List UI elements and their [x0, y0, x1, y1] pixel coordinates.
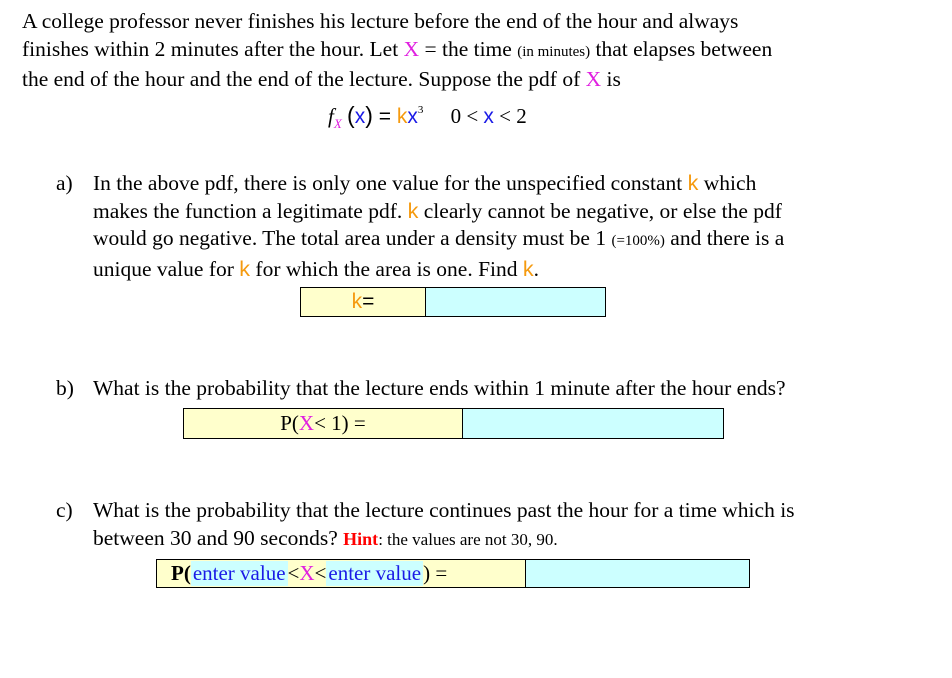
prob-text: < 1) =: [314, 411, 366, 435]
problem-intro: [22, 8, 932, 94]
hint-label: Hint: [343, 528, 379, 549]
question-text: which: [698, 171, 757, 195]
formula-exponent: 3: [417, 104, 424, 116]
part-c-line: [93, 525, 923, 554]
prob-c-answer-field[interactable]: [525, 559, 750, 588]
formula-f: f: [328, 104, 334, 128]
part-c-line: What is the probability that the lecture continues past the hour for a time which is: [93, 498, 795, 522]
k-answer-field[interactable]: [425, 287, 606, 317]
variable-x: X: [403, 36, 420, 61]
percent-note: (=100%): [611, 233, 665, 249]
question-text: clearly cannot be negative, or else the pdf: [418, 198, 782, 223]
k-label-box: [300, 287, 426, 317]
part-a-label: a): [56, 171, 73, 195]
question-text: would go negative. The total area under a density must be 1: [93, 226, 612, 250]
prob-text: P(: [171, 561, 191, 585]
part-c-label: c): [56, 498, 73, 522]
part-b-label: b): [56, 376, 74, 400]
intro-line-2: [22, 36, 932, 67]
prob-c-label-box: [156, 559, 526, 588]
question-text: makes the function a legitimate pdf.: [93, 198, 408, 223]
intro-line-3: [22, 66, 932, 94]
formula-x: x: [354, 105, 366, 128]
prob-c-answer-input[interactable]: [526, 560, 753, 589]
part-b-question: What is the probability that the lecture ends within 1 minute after the hour ends?: [93, 376, 786, 400]
variable-x: X: [585, 67, 602, 91]
units-note: (in minutes): [517, 43, 591, 60]
prob-text: ) =: [423, 561, 448, 585]
hint-text: : the values are not 30, 90.: [378, 529, 558, 549]
part-a-question: [93, 170, 923, 283]
formula-k: k: [396, 105, 408, 128]
intro-text: finishes within 2 minutes after the hour. Let: [22, 36, 404, 61]
variable-x: X: [298, 411, 315, 435]
question-text: .: [533, 256, 540, 281]
formula-paren: ): [365, 102, 373, 128]
prob-b-label-box: [183, 408, 463, 439]
part-c-question: [93, 497, 923, 553]
upper-bound-input[interactable]: enter value: [328, 561, 422, 585]
question-text: and there is a: [664, 226, 785, 250]
formula-paren: (: [347, 102, 355, 128]
intro-text: = the time: [419, 36, 518, 61]
condition-text: < 2: [493, 104, 527, 128]
prob-b-answer-input[interactable]: [463, 409, 727, 440]
constant-k: k: [239, 256, 251, 281]
constant-k: k: [407, 198, 419, 223]
intro-text: that elapses between: [590, 36, 773, 61]
equals-sign: =: [362, 290, 375, 313]
formula-x: x: [407, 105, 418, 128]
k-answer-input[interactable]: [426, 288, 609, 318]
question-text: unique value for: [93, 256, 240, 281]
intro-text: is: [601, 67, 621, 91]
constant-k: k: [687, 171, 699, 195]
part-a-line: [93, 198, 923, 226]
prob-b-answer-field[interactable]: [462, 408, 724, 439]
lower-bound-input[interactable]: enter value: [192, 561, 286, 585]
question-text: between 30 and 90 seconds?: [93, 525, 344, 550]
formula-subscript: X: [333, 116, 342, 131]
less-than: <: [314, 561, 327, 585]
constant-k: k: [522, 256, 534, 281]
condition-x: x: [483, 105, 494, 128]
less-than: <: [287, 561, 300, 585]
pdf-formula: [328, 99, 527, 132]
constant-k: k: [351, 290, 363, 313]
variable-x: X: [299, 561, 315, 585]
intro-line-1: A college professor never finishes his lecture before the end of the hour and always: [22, 9, 739, 33]
condition-text: 0 <: [450, 104, 484, 128]
part-a-line: [93, 225, 923, 256]
part-a-line: [93, 256, 923, 284]
formula-eq: =: [372, 105, 397, 128]
question-text: In the above pdf, there is only one value for the unspecified constant: [93, 171, 688, 195]
question-text: for which the area is one. Find: [250, 256, 523, 281]
part-a-line: [93, 170, 923, 198]
prob-text: P(: [280, 411, 299, 435]
intro-text: the end of the hour and the end of the lecture. Suppose the pdf of: [22, 67, 586, 91]
formula-condition: [451, 104, 527, 128]
